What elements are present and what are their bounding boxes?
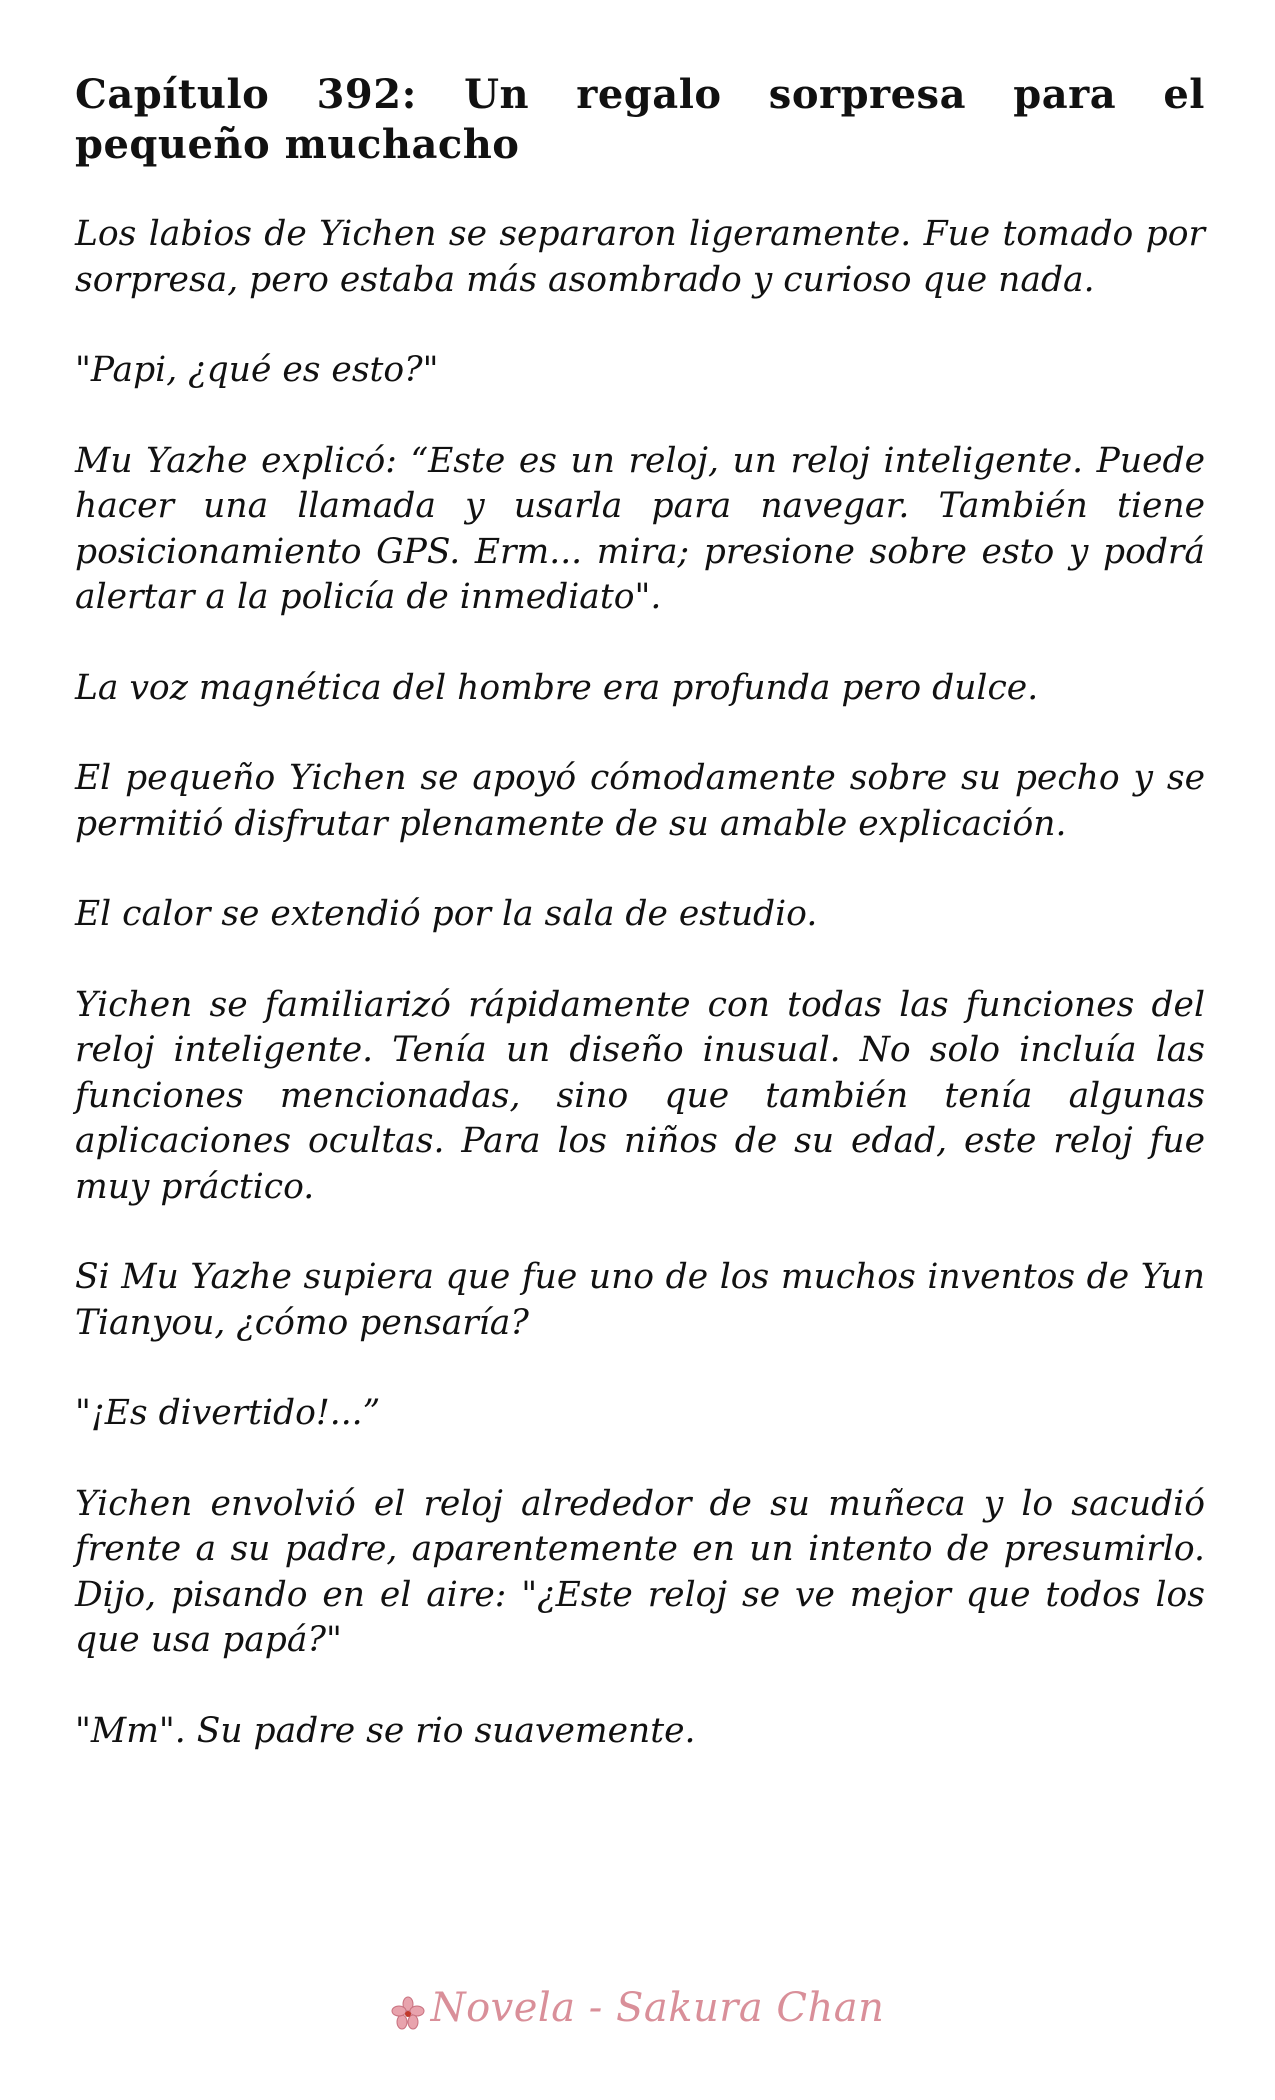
paragraph: Los labios de Yichen se separaron ligeramente. Fue tomado por sorpresa, pero estaba más asombrado y curioso que nada.: [75, 214, 1205, 300]
chapter-title: Capítulo 392: Un regalo sorpresa para el pequeño muchacho: [75, 71, 1205, 168]
paragraph: Si Mu Yazhe supiera que fue uno de los muchos inventos de Yun Tianyou, ¿cómo pensaría?: [75, 1257, 1205, 1343]
sakura-flower-icon: [391, 1994, 425, 2028]
paragraph: La voz magnética del hombre era profunda pero dulce.: [75, 667, 1039, 708]
paragraph: Yichen se familiarizó rápidamente con todas las funciones del reloj inteligente. Tenía un diseño inusual. No solo incluía las funciones mencionadas, sino que también tenía algunas aplicaciones ocultas. Para los niños de su edad, este reloj fue muy práctico.: [75, 984, 1205, 1207]
paragraph: "Papi, ¿qué es esto?": [75, 350, 439, 390]
paragraph: Mu Yazhe explicó: “Este es un reloj, un reloj inteligente. Puede hacer una llamada y usarla para navegar. También tiene posicionamiento GPS. Erm... mira; presione sobre esto y podrá alertar a la policía de inmediato".: [75, 440, 1205, 617]
watermark-text: Novela - Sakura Chan: [430, 1985, 885, 2031]
paragraph: El calor se extendió por la sala de estudio.: [75, 894, 818, 934]
paragraph: "¡Es divertido!...”: [75, 1393, 381, 1433]
document-page: [75, 70, 1205, 1799]
paragraph: El pequeño Yichen se apoyó cómodamente sobre su pecho y se permitió disfrutar plenamente de su amable explicación.: [75, 758, 1205, 844]
paragraph: "Mm". Su padre se rio suavemente.: [75, 1710, 696, 1751]
paragraph: Yichen envolvió el reloj alrededor de su muñeca y lo sacudió frente a su padre, aparentemente en un intento de presumirlo. Dijo, pisando en el aire: "¿Este reloj se ve mejor que todos los que usa papá?": [75, 1483, 1205, 1660]
footer-watermark: [0, 1985, 1275, 2031]
